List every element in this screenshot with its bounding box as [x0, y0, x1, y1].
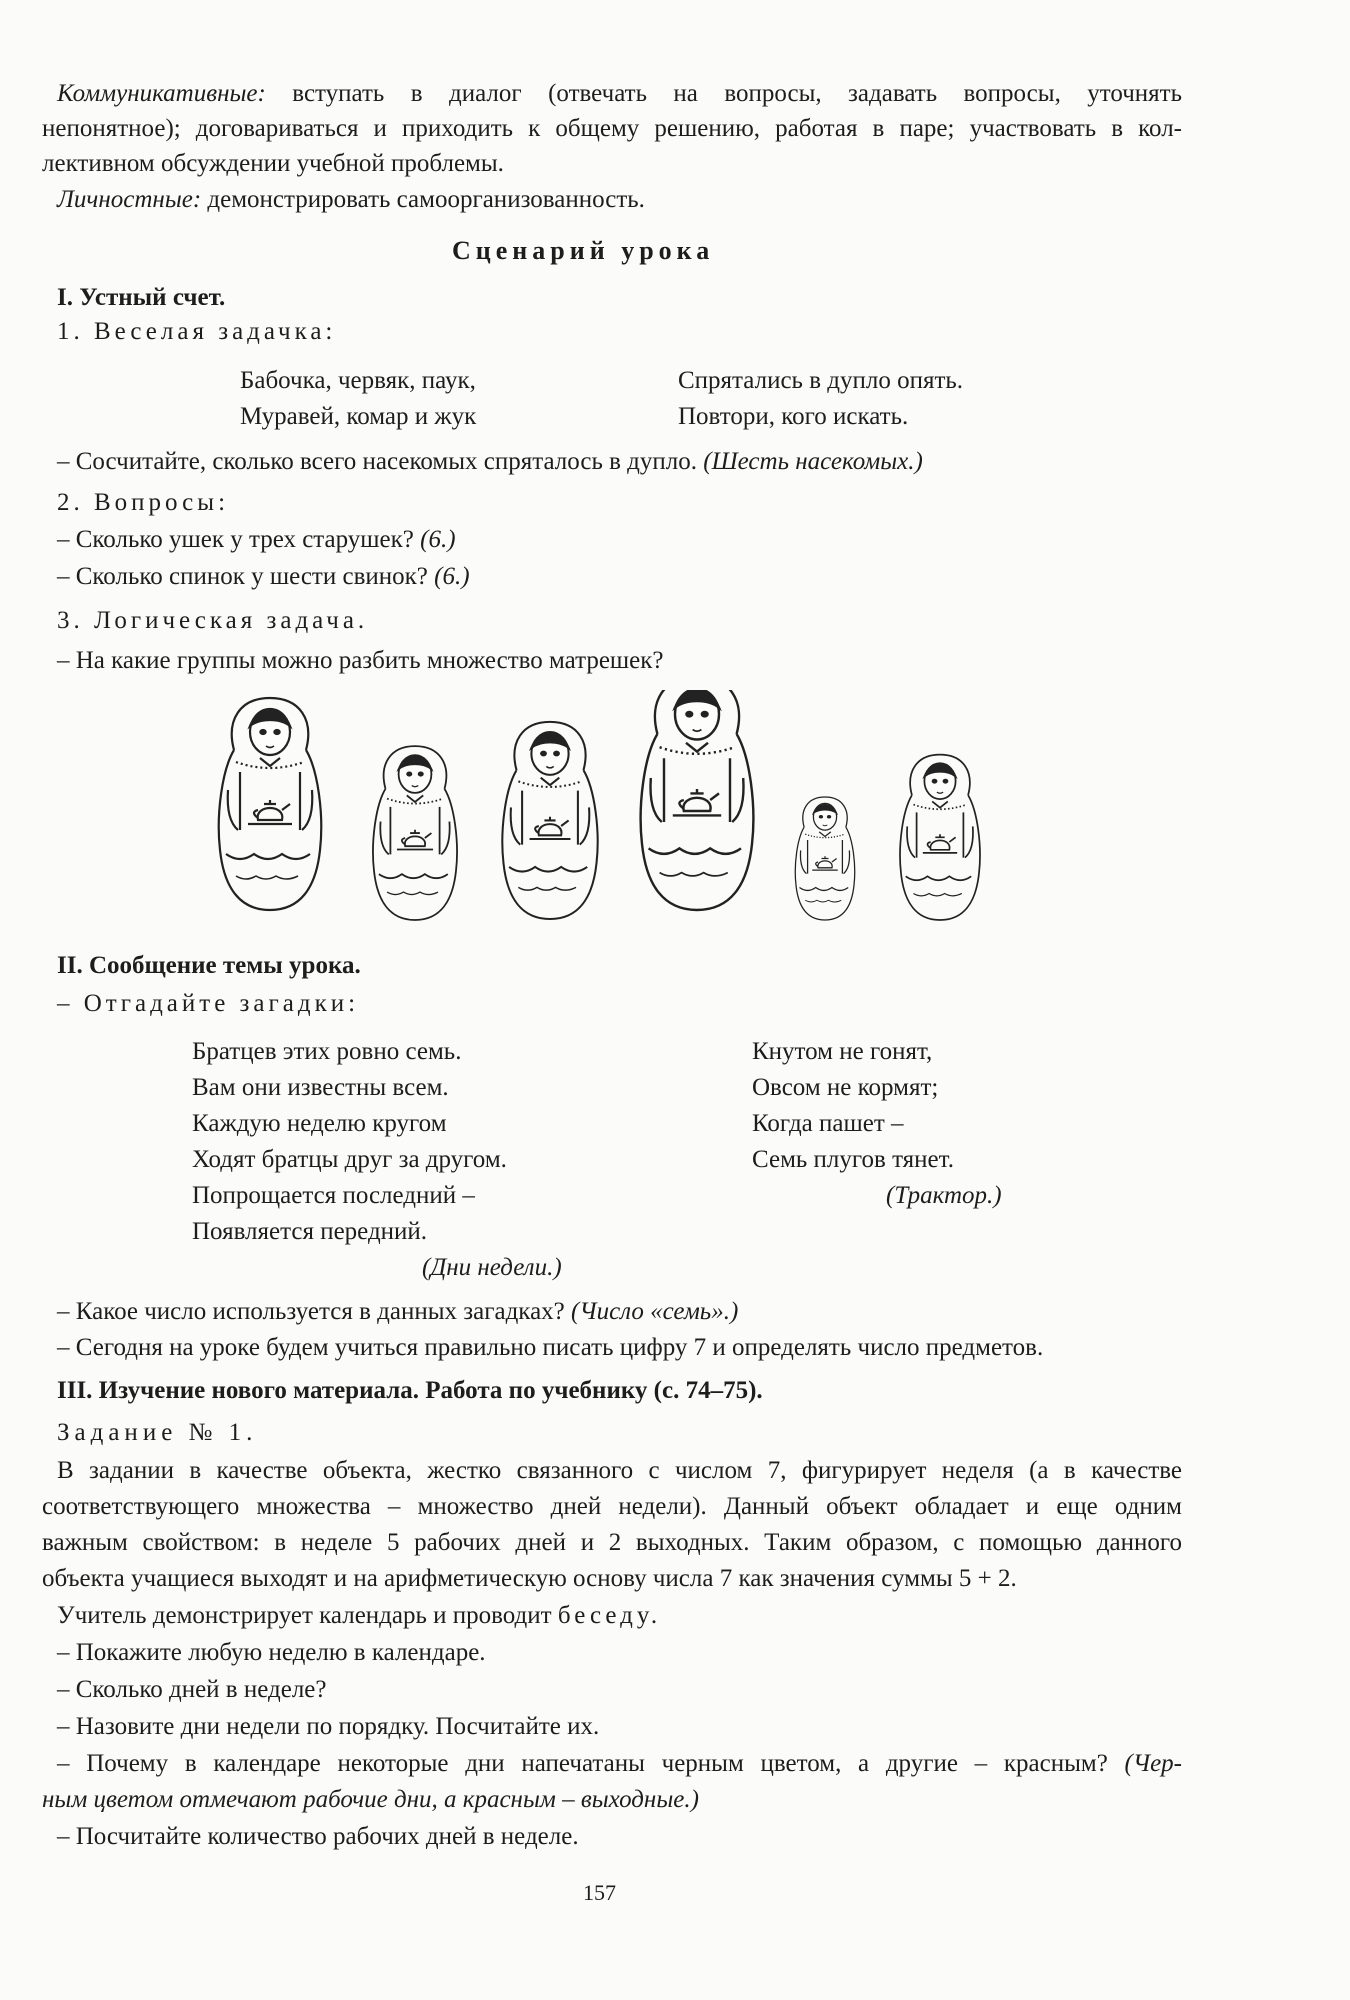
question-name-days: – Назовите дни недели по порядку. Посчитайте их.: [57, 1713, 600, 1740]
poem-left-1: Бабочка, червяк, паук,: [240, 367, 476, 394]
question-dolls: – На какие группы можно разбить множество матрешек?: [57, 647, 664, 674]
comm-line-3: лективном обсуждении учебной проблемы.: [42, 150, 504, 177]
poem-right-2: Повтори, кого искать.: [678, 403, 909, 430]
poem-left-2: Муравей, комар и жук: [240, 403, 477, 430]
doll-3: [502, 722, 597, 919]
doll-5: [795, 797, 854, 920]
riddle1-line-1: Братцев этих ровно семь.: [192, 1038, 462, 1065]
comm-line-2: непонятное); договариваться и приходить к общему решению, работая в паре; участвовать в кол-: [42, 115, 1182, 142]
riddle2-line-4: Семь плугов тянет.: [752, 1146, 954, 1173]
riddle1-answer: (Дни недели.): [422, 1254, 562, 1281]
paragraph-line-2: соответствующего множества – множество дней недели). Данный объект обладает и еще одним: [42, 1493, 1182, 1520]
task2-label: 2. Вопросы:: [57, 489, 230, 516]
task1-label: 1. Веселая задачка:: [57, 318, 337, 345]
question-colors: [57, 1748, 1182, 1780]
question-days-count: – Сколько дней в неделе?: [57, 1676, 327, 1703]
riddle1-line-5: Попрощается последний –: [192, 1182, 475, 1209]
riddle1-line-6: Появляется передний.: [192, 1218, 428, 1245]
matryoshka-dolls-illustration: [200, 690, 1090, 935]
question-workdays: – Посчитайте количество рабочих дней в неделе.: [57, 1823, 579, 1850]
teacher-line: [57, 1600, 661, 1632]
doll-6: [900, 755, 980, 920]
comm-label: Коммуникативные:: [57, 80, 266, 107]
question-number: [57, 1296, 738, 1328]
answer-colors-end: ным цветом отмечают рабочие дни, а красным – выходные.): [42, 1786, 699, 1813]
doll-2: [373, 746, 457, 920]
doll-1: [219, 698, 321, 910]
answer-colors-start: (Чер-: [1124, 1750, 1182, 1777]
riddle2-line-3: Когда пашет –: [752, 1110, 904, 1137]
paragraph-line-3: важным свойством: в неделе 5 рабочих дней и 2 выходных. Таким образом, с помощью данного: [42, 1529, 1182, 1556]
section3-heading: III. Изучение нового материала. Работа по учебнику (с. 74–75).: [57, 1377, 763, 1404]
teacher-word-conversation: беседу.: [557, 1602, 662, 1629]
riddle1-line-3: Каждую неделю кругом: [192, 1110, 447, 1137]
lesson-goal: – Сегодня на уроке будем учиться правильно писать цифру 7 и определять число предметов.: [57, 1334, 1044, 1361]
comm-line-1: [57, 78, 1182, 110]
scenario-title: Сценарий урока: [452, 236, 715, 265]
personal-label: Личностные:: [57, 186, 202, 213]
riddle2-line-1: Кнутом не гонят,: [752, 1038, 933, 1065]
question-colors-text: – Почему в календаре некоторые дни напечатаны черным цветом, а другие – красным?: [57, 1750, 1125, 1777]
question-show-week: – Покажите любую неделю в календаре.: [57, 1639, 486, 1666]
personal-line: [57, 184, 645, 216]
question-backs: [57, 561, 470, 593]
comm-text-1: вступать в диалог (отвечать на вопросы, задавать вопросы, уточнять: [265, 80, 1182, 107]
answer-insects: (Шесть насекомых.): [703, 448, 923, 475]
paragraph-line-1: В задании в качестве объекта, жестко связанного с числом 7, фигурирует неделя (а в качестве: [57, 1457, 1182, 1484]
question-number-text: – Какое число используется в данных загадках?: [57, 1298, 572, 1325]
personal-text: демонстрировать самоорганизованность.: [201, 186, 645, 213]
doll-4: [641, 690, 754, 910]
page-number: 157: [583, 1880, 616, 1905]
question-insects: [57, 446, 923, 478]
section2-heading: II. Сообщение темы урока.: [57, 952, 361, 979]
question-backs-text: – Сколько спинок у шести свинок?: [57, 563, 435, 590]
task3-label: 3. Логическая задача.: [57, 607, 369, 634]
answer-backs: (6.): [434, 563, 470, 590]
riddle2-answer: (Трактор.): [886, 1182, 1002, 1209]
riddle2-line-2: Овсом не кормят;: [752, 1074, 939, 1101]
riddle1-line-2: Вам они известны всем.: [192, 1074, 449, 1101]
section1-heading: I. Устный счет.: [57, 284, 226, 311]
question-ears: [57, 524, 456, 556]
paragraph-line-4: объекта учащиеся выходят и на арифметическую основу числа 7 как значения суммы 5 + 2.: [42, 1565, 1017, 1592]
poem-right-1: Спрятались в дупло опять.: [678, 367, 964, 394]
answer-ears: (6.): [420, 526, 456, 553]
answer-number: (Число «семь».): [571, 1298, 739, 1325]
question-ears-text: – Сколько ушек у трех старушек?: [57, 526, 421, 553]
question-insects-text: – Сосчитайте, сколько всего насекомых спряталось в дупло.: [57, 448, 704, 475]
task-number-1: Задание № 1.: [57, 1419, 258, 1446]
riddle-prompt: – Отгадайте загадки:: [57, 990, 360, 1017]
teacher-text: Учитель демонстрирует календарь и проводит: [57, 1602, 558, 1629]
riddle1-line-4: Ходят братцы друг за другом.: [192, 1146, 507, 1173]
